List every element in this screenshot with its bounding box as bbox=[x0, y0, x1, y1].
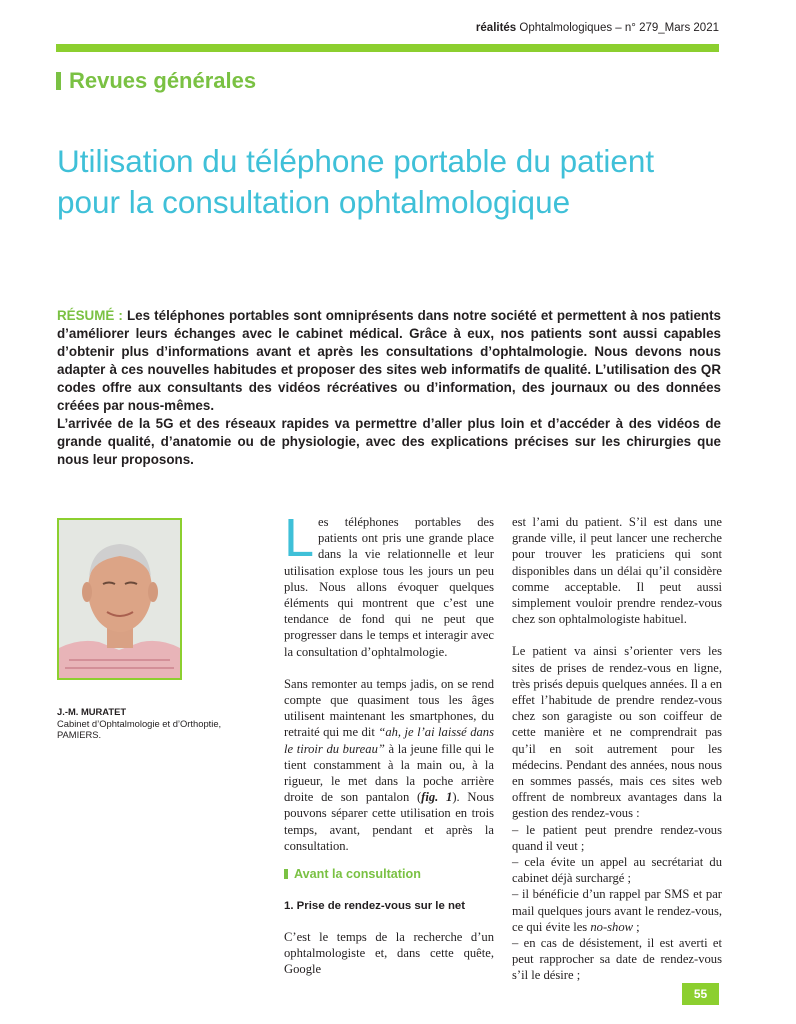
journal-brand: réalités bbox=[475, 22, 517, 34]
journal-issue: Ophtalmologiques – n° 279_Mars 2021 bbox=[516, 22, 719, 34]
list-item-emphasis: no-show bbox=[590, 919, 634, 934]
page-number: 55 bbox=[682, 983, 719, 1005]
section-heading bbox=[56, 68, 256, 94]
col1-p2-quote: “ah, je l’ai laissé dans le tiroir du bureau” bbox=[284, 725, 494, 756]
summary-paragraph-1 bbox=[57, 307, 721, 415]
col1-paragraph-3: C’est le temps de la recherche d’un ophtalmologiste et, dans cette quête, Google bbox=[284, 930, 494, 977]
col1-paragraph-1-text: es téléphones portables des patients ont pris une grande place dans la vie relationnelle et leur utilisation explose tous les jours un peu plus. Nous allons évoquer quelques éléments qui montrent que c’est une tendance de fond qui ne peut que progresser dans le temps et interagir avec la consultation d’ophtalmologie. bbox=[284, 515, 494, 659]
column-2 bbox=[512, 514, 722, 1000]
article-title: Utilisation du téléphone portable du patient pour la consultation ophtalmologique bbox=[57, 143, 655, 220]
subsubsection-heading: 1. Prise de rendez-vous sur le net bbox=[284, 900, 466, 912]
summary-label: RÉSUMÉ : bbox=[57, 308, 123, 323]
running-header bbox=[56, 22, 719, 34]
col1-paragraph-1 bbox=[284, 508, 494, 660]
subsection-label: Avant la consultation bbox=[294, 867, 421, 881]
list-item: – cela évite un appel au secrétariat du cabinet déjà surchargé ; bbox=[512, 855, 722, 886]
column-1 bbox=[284, 508, 494, 870]
list-item: – en cas de désistement, il est averti et peut rapprocher sa date de rendez-vous s’il le désire ; bbox=[512, 936, 722, 983]
summary-block bbox=[57, 307, 721, 469]
summary-paragraph-2: L’arrivée de la 5G et des réseaux rapides va permettre d’aller plus loin et d’accéder à des vidéos de grande qualité, d’anatomie ou de physiologie, avec des explications précises sur les chirurgies que nous leur proposons. bbox=[57, 416, 721, 467]
section-label: Revues générales bbox=[69, 68, 257, 93]
drop-cap: L bbox=[284, 508, 315, 568]
subsection-heading bbox=[284, 867, 421, 881]
header-rule bbox=[56, 44, 719, 52]
author-block bbox=[57, 706, 257, 741]
col1-paragraph-2 bbox=[284, 676, 494, 854]
author-affiliation: Cabinet d’Ophtalmologie et d’Orthoptie, bbox=[57, 717, 222, 729]
author-city: PAMIERS. bbox=[57, 729, 102, 740]
col1-p2-text-a: Sans remonter au temps jadis, on se rend compte que quasiment tous les âges utilisent maintenant les smartphones, du retraité qui me dit bbox=[284, 676, 494, 740]
author-name: J.-M. MURATET bbox=[57, 706, 127, 717]
author-portrait bbox=[59, 520, 180, 678]
col1-p2-text-c: ). Nous pouvons séparer cette utilisation en trois temps, avant, pendant et après la consultation. bbox=[284, 790, 494, 853]
col1-p2-text-b: à la jeune fille qui le tient constamment à la main ou, à la rigueur, le met dans la poche arrière droite de son pantalon ( bbox=[284, 741, 494, 805]
col2-paragraph-2-text: Le patient va ainsi s’orienter vers les sites de prises de rendez-vous en ligne, très prisés depuis quelques années. Il a en effet l’habitude de prendre rendez-vous chez son garagiste ou son coiffeur de cette manière et ne comprendrait pas qu’il en soit autrement pour les médecins. Pendant des années, nous nous en sommes passés, mais ces sites web offrent de nombreux avantages dans la gestion des rendez-vous : bbox=[512, 644, 722, 821]
section-square-icon bbox=[56, 72, 61, 90]
list-item-text: – il bénéficie d’un rappel par SMS et par mail quelques jours avant le rendez-vous, ce qui évite les bbox=[512, 887, 722, 934]
list-item bbox=[512, 886, 722, 935]
summary-text-1: Les téléphones portables sont omniprésents dans notre société et permettent à nos patients d’améliorer leurs échanges avec le cabinet médical. Grâce à eux, nos patients sont aussi capables d’obtenir plus d’informations avant et après les consultations d’ophtalmologie. Nous devons nous adapter à ces nouvelles habitudes et proposer des sites web informatifs de qualité. L’utilisation des QR codes offre aux consultants des vidéos récréatives ou d’information, des journaux ou des données créées par nous-mêmes. bbox=[57, 308, 721, 413]
col2-paragraph-1: est l’ami du patient. S’il est dans une grande ville, il peut lancer une recherche pour trouver les praticiens qui sont disponibles dans un délai qu’il considère comme acceptable. Il peut aussi simplement vouloir prendre rendez-vous chez son ophtalmologiste habituel. bbox=[512, 515, 722, 627]
list-item-text-end: ; bbox=[633, 919, 640, 934]
figure-reference: fig. 1 bbox=[421, 790, 453, 805]
author-photo bbox=[57, 518, 182, 680]
col2-paragraph-2 bbox=[512, 643, 722, 983]
list-item: – le patient peut prendre rendez-vous quand il veut ; bbox=[512, 822, 722, 853]
subsection-square-icon bbox=[284, 869, 288, 879]
